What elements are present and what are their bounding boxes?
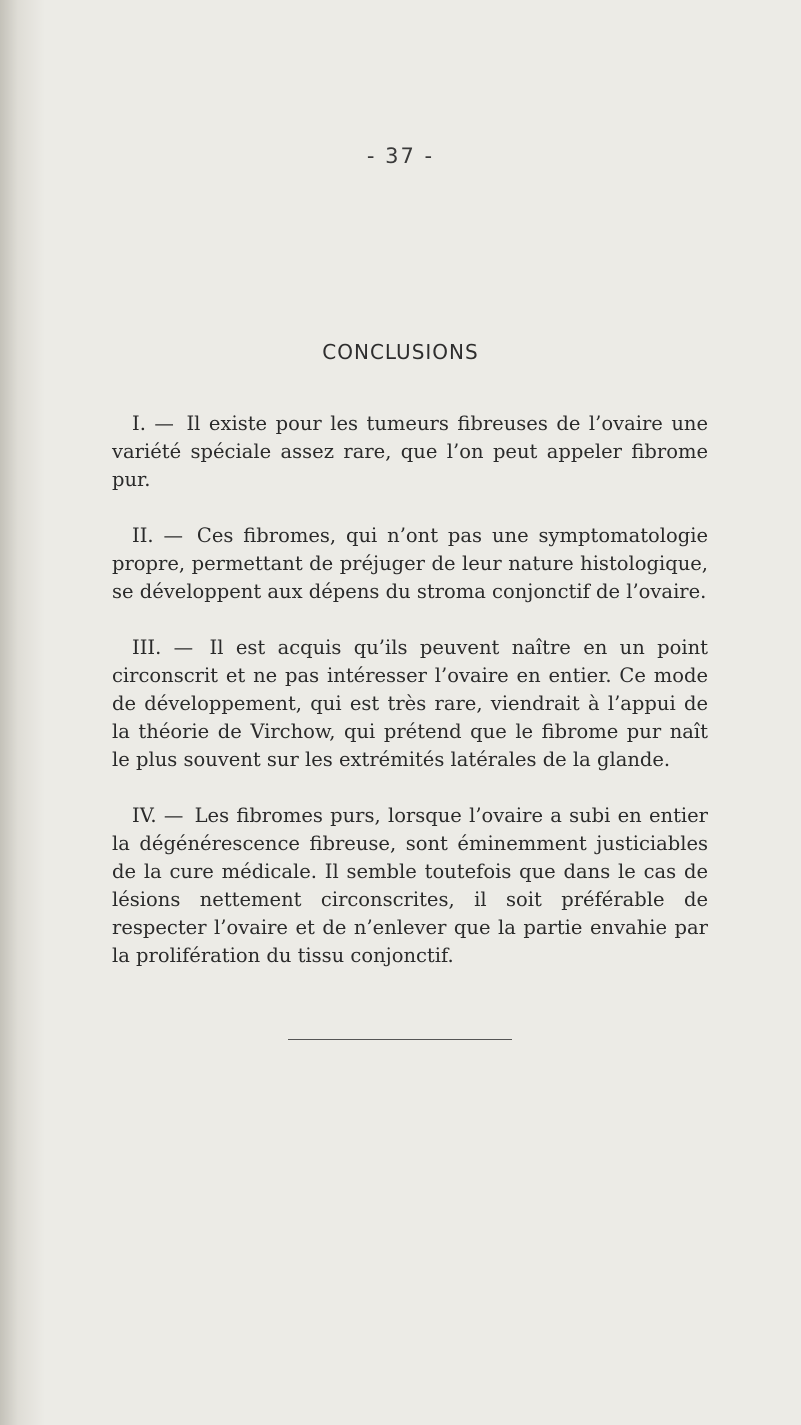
paragraph-text: Il existe pour les tumeurs fibreuses de l’ovaire une variété spéciale assez rare, que l’on peut appeler fibrome pur. [112, 412, 709, 491]
closing-rule [288, 1039, 512, 1040]
paragraph-number: I. — [132, 412, 174, 435]
paragraph-number: III. — [132, 636, 194, 659]
paragraph-text: Les fibromes purs, lorsque l’ovaire a subi en entier la dégénérescence fibreuse, sont éminemment justiciables de la cure médicale. Il semble toutefois que dans le cas de lésions nettement circonscrites, il soit préférable de respecter l’ovaire et de n’enlever que la partie envahie par la prolifération du tissu conjonctif. [112, 804, 709, 967]
conclusion-paragraph-1 [112, 410, 708, 494]
paragraph-number: II. — [132, 524, 184, 547]
paragraph-text: Ces fibromes, qui n’ont pas une symptomatologie propre, permettant de préjuger de leur nature histologique, se développent aux dépens du stroma conjonctif de l’ovaire. [112, 524, 709, 603]
section-heading: CONCLUSIONS [322, 340, 479, 364]
paragraph-number: IV. — [132, 804, 184, 827]
conclusion-paragraph-4 [112, 802, 708, 970]
page-number: - 37 - [366, 144, 435, 168]
conclusion-paragraph-2 [112, 522, 708, 606]
paragraph-text: Il est acquis qu’ils peuvent naître en un point circonscrit et ne pas intéresser l’ovaire en entier. Ce mode de développement, qui est très rare, viendrait à l’appui de la théorie de Virchow, qui prétend que le fibrome pur naît le plus souvent sur les extrémités latérales de la glande. [112, 636, 708, 771]
conclusion-paragraph-3 [112, 634, 708, 774]
conclusions-body [112, 410, 708, 998]
